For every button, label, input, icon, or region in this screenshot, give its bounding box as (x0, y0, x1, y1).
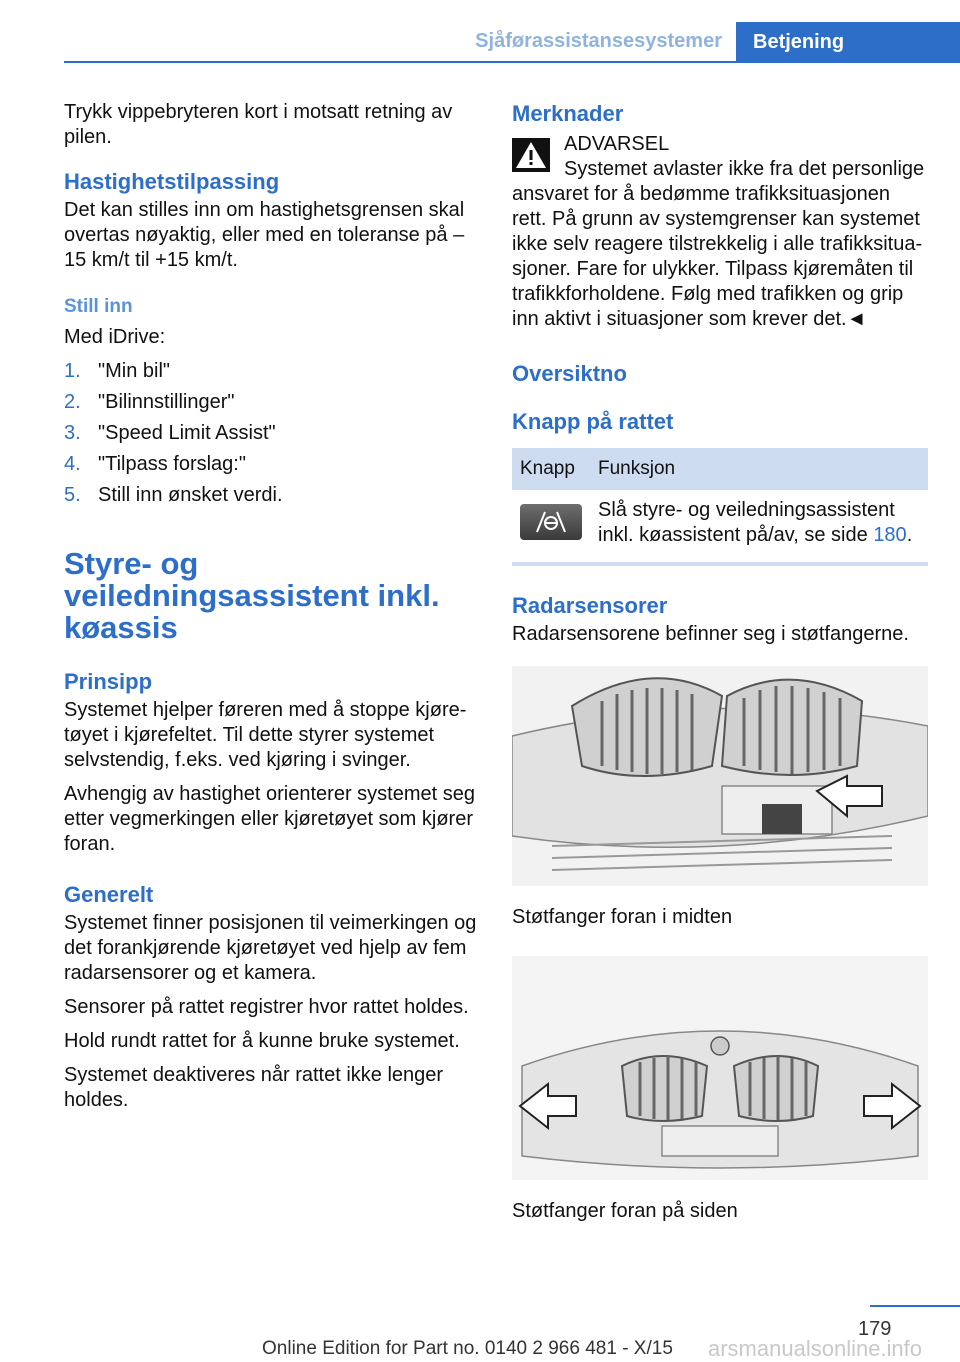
warning-text: Systemet avlaster ikke fra det personlige ansvaret for å bedømme trafikksituasjonen rett. På grunn av systemgrenser kan systemet ikke selv reagere tilstrekkelig i alle trafikksituasjoner. Fare for ulykker. Tilpass kjøremåten til trafikkforholdene. Følg med trafikken og grip inn aktivt i situasjoner som krever det.◄ (512, 158, 925, 330)
list-item: 3. "Speed Limit Assist" (64, 422, 276, 444)
warning-title: ADVARSEL (564, 133, 670, 155)
right-column (512, 100, 928, 1224)
paragraph-generelt-3: Hold rundt rattet for å kunne bruke systemet. (64, 1030, 460, 1052)
steps-list (64, 359, 482, 508)
page-link[interactable]: 180 (873, 524, 907, 546)
paragraph-generelt-1: Systemet finner posisjonen til veimerkingen og det forankjørende kjøretøyet ved hjelp av fem radarsensorer og et kamera. (64, 912, 477, 984)
table-header-funksjon: Funksjon (590, 448, 928, 490)
paragraph-generelt-4: Systemet deaktiveres når rattet ikke lenger holdes. (64, 1064, 444, 1111)
watermark: arsmanualsonline.info (708, 1336, 923, 1361)
left-column (64, 100, 482, 1122)
table-row (512, 490, 928, 556)
warning-triangle-icon (512, 138, 550, 172)
heading-radarsensorer: Radarsensorer (512, 593, 668, 618)
heading-hastighetstilpassing: Hastighetstilpassing (64, 169, 280, 194)
header-section-title: Sjåførassistansesystemer (475, 30, 722, 52)
heading-merknader: Merknader (512, 101, 624, 126)
table-cell-function: Slå styre- og veiledningsassistent inkl. køassistent på/av, se side 180. (598, 499, 913, 546)
paragraph-radar: Radarsensorene befinner seg i støtfangerne. (512, 623, 909, 645)
list-item: 5. Still inn ønsket verdi. (64, 484, 283, 506)
header-rule (64, 61, 960, 63)
paragraph-hastighet: Det kan stilles inn om hastighetsgrensen skal overtas nøyaktig, eller med en toleranse på –15 km/t til +15 km/t. (64, 199, 465, 271)
front-bumper-side-image (512, 956, 928, 1180)
heading-knapp-pa-rattet: Knapp på rattet (512, 409, 674, 434)
button-table (512, 448, 928, 556)
caption-center-bumper: Støtfanger foran i midten (512, 906, 733, 928)
chapter-title: Styre- og veiledningsassistent inkl. køassis (64, 546, 440, 645)
table-bottom-rule (512, 562, 928, 566)
paragraph-prinsipp-1: Systemet hjelper føreren med å stoppe kjøretøyet i kjørefeltet. Til dette styrer systemet selvstendig, f.eks. ved kjøring i svinger. (64, 699, 467, 771)
heading-prinsipp: Prinsipp (64, 669, 153, 694)
lane-assist-button-icon (520, 504, 582, 540)
paragraph-generelt-2: Sensorer på rattet registrer hvor rattet holdes. (64, 996, 469, 1018)
list-item: 1. "Min bil" (64, 360, 170, 382)
header-tab: Betjening (736, 22, 960, 63)
intro-paragraph: Trykk vippebryteren kort i motsatt retning av pilen. (64, 101, 453, 148)
paragraph-med-idrive: Med iDrive: (64, 326, 166, 348)
warning-block (512, 132, 928, 332)
table-cell-button (512, 490, 590, 556)
list-item: 2. "Bilinnstillinger" (64, 391, 235, 413)
list-item: 4. "Tilpass forslag:" (64, 453, 246, 475)
table-header-knapp: Knapp (512, 448, 590, 490)
page-number: 179 (858, 1318, 892, 1340)
edition-text: Online Edition for Part no. 0140 2 966 481 - X/15 (262, 1338, 673, 1359)
heading-oversikt: Oversiktno (512, 361, 627, 386)
heading-still-inn: Still inn (64, 296, 133, 317)
footer-rule (870, 1305, 960, 1307)
paragraph-prinsipp-2: Avhengig av hastighet orienterer systemet seg etter vegmerkingen eller kjøretøyet som kjører foran. (64, 783, 475, 855)
caption-side-bumper: Støtfanger foran på siden (512, 1200, 738, 1222)
front-bumper-center-image (512, 666, 928, 886)
heading-generelt: Generelt (64, 882, 154, 907)
